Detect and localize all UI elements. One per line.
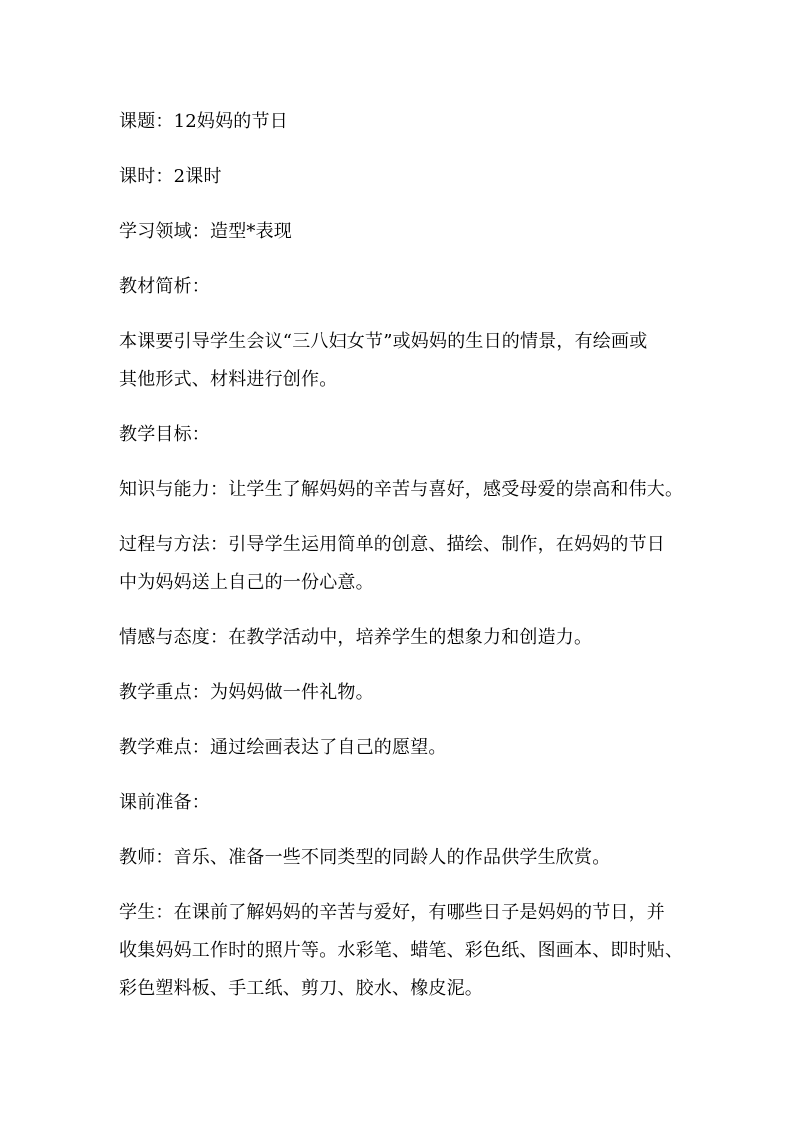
teacher-preparation	[119, 839, 689, 877]
process-method	[119, 526, 689, 602]
emotion-attitude	[119, 619, 689, 657]
paragraph-line: 教学难点：通过绘画表达了自己的愿望。	[119, 737, 447, 758]
paragraph-line: 过程与方法：引导学生运用简单的创意、描绘、制作，在妈妈的节日	[119, 534, 665, 555]
paragraph-line: 教材简析：	[119, 276, 210, 297]
paragraph-line: 教学重点：为妈妈做一件礼物。	[119, 682, 374, 703]
paragraph-line: 情感与态度：在教学活动中，培养学生的想象力和创造力。	[119, 627, 593, 648]
paragraph-line: 学习领域：造型*表现	[119, 221, 292, 242]
preparation-heading	[119, 784, 689, 822]
paragraph-line: 知识与能力：让学生了解妈妈的辛苦与喜好，感受母爱的崇高和伟大。	[119, 479, 684, 500]
lesson-hours	[119, 158, 689, 196]
paragraph-line: 教师：音乐、准备一些不同类型的同龄人的作品供学生欣赏。	[119, 847, 611, 868]
student-preparation	[119, 894, 689, 1008]
material-analysis-text	[119, 323, 689, 399]
paragraph-line: 彩色塑料板、手工纸、剪刀、胶水、橡皮泥。	[119, 978, 483, 999]
learning-domain	[119, 213, 689, 251]
paragraph-line: 收集妈妈工作时的照片等。水彩笔、蜡笔、彩色纸、图画本、即时贴、	[119, 940, 684, 961]
paragraph-line: 课前准备：	[119, 792, 210, 813]
paragraph-line: 本课要引导学生会议“三八妇女节”或妈妈的生日的情景，有绘画或	[119, 331, 648, 352]
paragraph-line: 教学目标：	[119, 424, 210, 445]
material-analysis-heading	[119, 268, 689, 306]
teaching-focus	[119, 674, 689, 712]
paragraph-line: 中为妈妈送上自己的一份心意。	[119, 572, 374, 593]
document-body	[119, 103, 689, 1008]
lesson-title	[119, 103, 689, 141]
paragraph-line: 学生：在课前了解妈妈的辛苦与爱好，有哪些日子是妈妈的节日，并	[119, 902, 665, 923]
knowledge-ability	[119, 471, 689, 509]
teaching-goals-heading	[119, 416, 689, 454]
paragraph-line: 课题：12妈妈的节日	[119, 111, 288, 132]
teaching-difficulty	[119, 729, 689, 767]
paragraph-line: 课时：2课时	[119, 166, 222, 187]
paragraph-line: 其他形式、材料进行创作。	[119, 369, 338, 390]
